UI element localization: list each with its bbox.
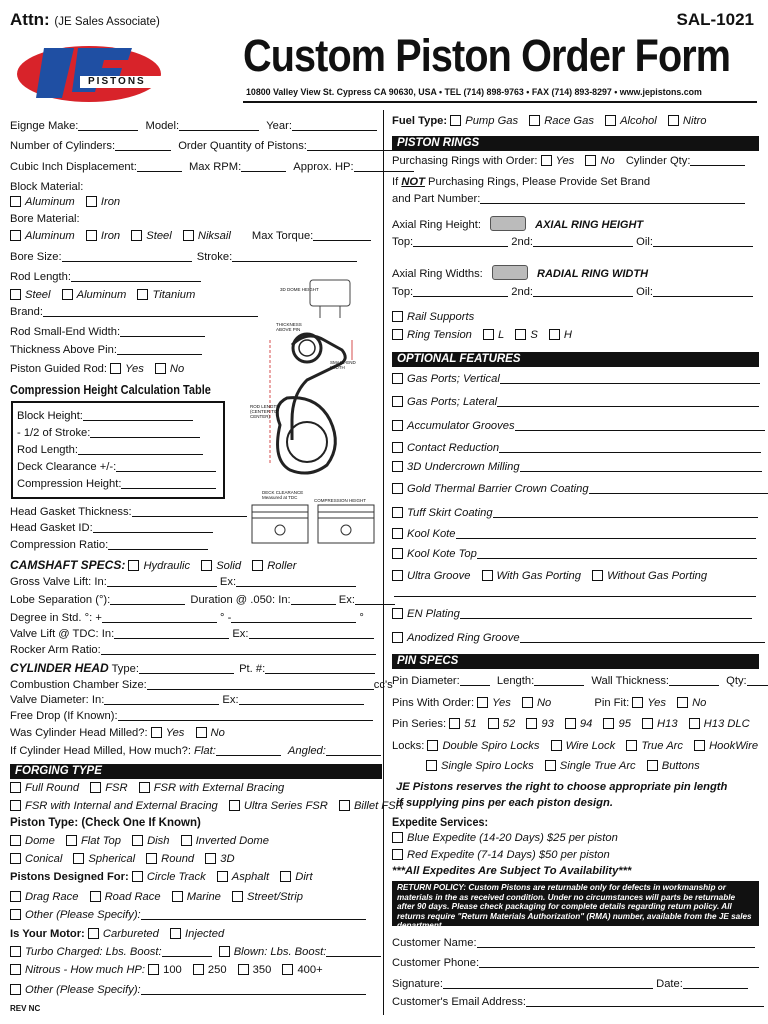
checkbox[interactable] — [86, 230, 97, 241]
checkbox[interactable] — [252, 560, 263, 571]
expedite-note: ***All Expedites Are Subject To Availability*** — [392, 865, 632, 877]
pin-specs-header: PIN SPECS — [392, 654, 759, 669]
anodized-row: Anodized Ring Groove — [392, 632, 765, 644]
return-policy: RETURN POLICY: Custom Pistons are returnable only for defects in workmanship or materials in the as received condition. Under no circumstances will parts be returnable after 90 days. Please check packaging for complete details regarding return policy. All returns require "Return Materials Authorization" (RMA) number, available from the JE sales department. — [392, 881, 759, 926]
checkbox[interactable] — [132, 835, 143, 846]
cylinders-field[interactable] — [115, 140, 171, 151]
connecting-rod-diagram — [232, 270, 382, 545]
forging-row1: Full Round FSR FSR with External Bracing — [10, 782, 284, 794]
checkbox[interactable] — [151, 727, 162, 738]
checkbox[interactable] — [565, 718, 576, 729]
checkbox[interactable] — [66, 835, 77, 846]
expedite-blue-row: Blue Expedite (14-20 Days) $25 per piston — [392, 832, 618, 844]
rod-small-end-field[interactable] — [120, 326, 205, 337]
designed-for-row2: Drag Race Road Race Marine Street/Strip — [10, 891, 303, 903]
valve-lift-in-field[interactable] — [107, 576, 217, 587]
diagram-label: 3D DOME HEIGHT — [280, 287, 319, 292]
checkbox[interactable] — [549, 329, 560, 340]
checkbox[interactable] — [131, 230, 142, 241]
customer-phone-field[interactable] — [479, 957, 759, 968]
radial-top-field[interactable] — [413, 286, 508, 297]
degree-std-row: Degree in Std. °: + ° - ° — [10, 612, 364, 624]
locks-row1: Locks: Double Spiro Locks Wire Lock True Arc HookWire — [392, 740, 759, 752]
feature-note-field[interactable] — [499, 442, 761, 453]
forging-type-header: FORGING TYPE — [10, 764, 382, 779]
checkbox[interactable] — [427, 740, 438, 751]
checkbox[interactable] — [603, 718, 614, 729]
ring-height-icon — [490, 216, 526, 231]
checkbox[interactable] — [183, 230, 194, 241]
feature-item: Tuff Skirt Coating — [392, 507, 758, 519]
thickness-pin-field[interactable] — [117, 344, 202, 355]
checkbox[interactable] — [10, 891, 21, 902]
checkbox[interactable] — [632, 697, 643, 708]
en-plating-field[interactable] — [460, 608, 752, 619]
checkbox[interactable] — [90, 891, 101, 902]
thickness-pin-row: Thickness Above Pin: — [10, 344, 202, 356]
feature-note-field[interactable] — [493, 507, 758, 518]
checkbox[interactable] — [392, 570, 403, 581]
rod-material-options: Steel Aluminum Titanium — [10, 289, 203, 301]
piston-guided-row: Piston Guided Rod: Yes No — [10, 363, 185, 375]
axial-height-values: Top: 2nd: Oil: — [392, 236, 753, 248]
feature-item: Contact Reduction — [392, 442, 761, 454]
rod-length-field[interactable] — [71, 271, 201, 282]
head-gasket-id-row: Head Gasket ID: — [10, 522, 213, 534]
piston-qty-field[interactable] — [307, 140, 392, 151]
head-gasket-thickness-field[interactable] — [132, 506, 247, 517]
checkbox[interactable] — [128, 560, 139, 571]
feature-note-field[interactable] — [515, 420, 765, 431]
ring-width-icon — [492, 265, 528, 280]
comp-row: Compression Height: — [17, 478, 216, 490]
diagram-label: SMALL-END WIDTH — [330, 360, 356, 370]
checkbox[interactable] — [146, 853, 157, 864]
checkbox[interactable] — [280, 871, 291, 882]
max-rpm-field[interactable] — [241, 161, 286, 172]
brand-row: Brand: — [10, 306, 258, 318]
motor-other-field[interactable] — [141, 984, 366, 995]
deck-clearance-field[interactable] — [116, 461, 216, 472]
bore-size-row: Bore Size: Stroke: — [10, 251, 357, 263]
feature-note-field[interactable] — [456, 528, 756, 539]
pin-qty-field[interactable] — [747, 675, 768, 686]
axial-top-field[interactable] — [413, 236, 508, 247]
attn-value: (JE Sales Associate) — [54, 16, 160, 28]
half-stroke-field[interactable] — [90, 427, 200, 438]
checkbox[interactable] — [392, 608, 403, 619]
locks-row2: Single Spiro Locks Single True Arc Buttons — [426, 760, 700, 772]
optional-features-header: OPTIONAL FEATURES — [392, 352, 759, 367]
groove-note-line[interactable] — [394, 596, 756, 597]
checkbox[interactable] — [201, 560, 212, 571]
duration-ex-field[interactable] — [355, 594, 395, 605]
head-gasket-id-field[interactable] — [93, 522, 213, 533]
free-drop-field[interactable] — [118, 710, 373, 721]
signature-field[interactable] — [443, 978, 653, 989]
compression-ratio-field[interactable] — [108, 539, 208, 550]
displacement-field[interactable] — [137, 161, 182, 172]
checkbox[interactable] — [392, 483, 403, 494]
checkbox[interactable] — [477, 697, 488, 708]
checkbox[interactable] — [132, 871, 143, 882]
valve-diameter-ex-field[interactable] — [239, 694, 364, 705]
head-gasket-thickness-row: Head Gasket Thickness: — [10, 506, 247, 518]
checkbox[interactable] — [90, 782, 101, 793]
gross-valve-lift-row: Gross Valve Lift: In: Ex: — [10, 576, 356, 588]
free-drop-row: Free Drop (If Known): — [10, 710, 373, 722]
block-height-field[interactable] — [83, 410, 193, 421]
blown-boost-field[interactable] — [326, 946, 381, 957]
checkbox[interactable] — [392, 461, 403, 472]
valve-diameter-in-field[interactable] — [104, 694, 219, 705]
turbo-row: Turbo Charged: Lbs. Boost: Blown: Lbs. Boost: — [10, 946, 381, 958]
checkbox[interactable] — [282, 964, 293, 975]
brand-part-field[interactable] — [480, 193, 745, 204]
comp-row: Block Height: — [17, 410, 193, 422]
block-material-label: Block Material: — [10, 181, 84, 193]
axial-oil-field[interactable] — [653, 236, 753, 247]
pin-note-1: JE Pistons reserves the right to choose appropriate pin length — [396, 781, 728, 793]
company-address: 10800 Valley View St. Cypress CA 90630, USA • TEL (714) 898-9763 • FAX (714) 893-8297 • www.jepistons.com — [246, 87, 702, 98]
checkbox[interactable] — [73, 853, 84, 864]
axial-height-row: Axial Ring Height: AXIAL RING HEIGHT — [392, 216, 643, 231]
form-title: Custom Piston Order Form — [243, 30, 731, 81]
checkbox[interactable] — [515, 329, 526, 340]
pins-with-order-row: Pins With Order: Yes No Pin Fit: Yes No — [392, 697, 707, 709]
designed-for-other-row: Other (Please Specify): — [10, 909, 366, 921]
compression-ratio-row: Compression Ratio: — [10, 539, 208, 551]
customer-email-field[interactable] — [526, 996, 764, 1007]
checkbox[interactable] — [392, 396, 403, 407]
checkbox[interactable] — [689, 718, 700, 729]
checkbox[interactable] — [488, 718, 499, 729]
checkbox[interactable] — [482, 570, 493, 581]
groove-row: Ultra Groove With Gas Porting Without Gas Porting — [392, 570, 707, 582]
axial-second-field[interactable] — [533, 236, 633, 247]
head-type-field[interactable] — [139, 663, 234, 674]
milled-how-much-row: If Cylinder Head Milled, How much?: Flat: Angled: — [10, 745, 381, 757]
checkbox[interactable] — [647, 760, 658, 771]
bore-material-label: Bore Material: — [10, 213, 80, 225]
checkbox[interactable] — [10, 853, 21, 864]
checkbox[interactable] — [392, 420, 403, 431]
camshaft-row: CAMSHAFT SPECS: Hydraulic Solid Roller — [10, 558, 297, 572]
checkbox[interactable] — [10, 964, 21, 975]
header-rule — [243, 101, 757, 103]
checkbox[interactable] — [545, 760, 556, 771]
checkbox[interactable] — [10, 984, 21, 995]
checkbox[interactable] — [392, 442, 403, 453]
checkbox[interactable] — [170, 928, 181, 939]
duration-in-field[interactable] — [291, 594, 336, 605]
expedite-title: Expedite Services: — [392, 815, 489, 829]
head-part-field[interactable] — [265, 663, 375, 674]
comp-rod-length-field[interactable] — [78, 444, 203, 455]
feature-note-field[interactable] — [497, 396, 759, 407]
checkbox[interactable] — [392, 632, 403, 643]
combustion-chamber-row: Combustion Chamber Size: cc's — [10, 679, 393, 691]
ring-tension-row: Ring Tension L S H — [392, 329, 572, 341]
checkbox[interactable] — [139, 782, 150, 793]
checkbox[interactable] — [205, 853, 216, 864]
comp-row: - 1/2 of Stroke: — [17, 427, 200, 439]
checkbox[interactable] — [219, 946, 230, 957]
checkbox[interactable] — [193, 964, 204, 975]
checkbox[interactable] — [232, 891, 243, 902]
customer-phone-row: Customer Phone: — [392, 957, 759, 969]
turbo-boost-field[interactable] — [162, 946, 212, 957]
piston-type-title: Piston Type: (Check One If Known) — [10, 817, 201, 829]
comp-row: Rod Length: — [17, 444, 203, 456]
fuel-type-row: Fuel Type: Pump Gas Race Gas Alcohol Nitro — [392, 115, 707, 127]
checkbox[interactable] — [392, 311, 403, 322]
bore-material-options: Aluminum Iron Steel Niksail Max Torque: — [10, 230, 371, 242]
feature-item: Accumulator Grooves — [392, 420, 765, 432]
checkbox[interactable] — [449, 718, 460, 729]
checkbox[interactable] — [668, 115, 679, 126]
feature-item: Gas Ports; Lateral — [392, 396, 759, 408]
checkbox[interactable] — [642, 718, 653, 729]
checkbox[interactable] — [677, 697, 688, 708]
column-divider — [383, 110, 384, 1015]
attn-label: Attn: (JE Sales Associate) — [10, 10, 160, 29]
checkbox[interactable] — [585, 155, 596, 166]
pin-diameter-field[interactable] — [460, 675, 490, 686]
signature-row: Signature: Date: — [392, 978, 748, 990]
checkbox[interactable] — [592, 570, 603, 581]
checkbox[interactable] — [229, 800, 240, 811]
en-plating-row: EN Plating — [392, 608, 752, 620]
diagram-label: DECK CLEARANCE Measured at TDC — [262, 490, 304, 500]
checkbox[interactable] — [450, 115, 461, 126]
head-milled-row: Was Cylinder Head Milled?: Yes No — [10, 727, 225, 739]
checkbox[interactable] — [238, 964, 249, 975]
je-pistons-logo — [14, 40, 164, 105]
checkbox[interactable] — [551, 740, 562, 751]
checkbox[interactable] — [605, 115, 616, 126]
feature-note-field[interactable] — [589, 483, 768, 494]
motor-other-row: Other (Please Specify): — [10, 984, 366, 996]
tdc-in-field[interactable] — [114, 628, 229, 639]
checkbox[interactable] — [88, 928, 99, 939]
degree-plus-field[interactable] — [102, 612, 217, 623]
checkbox[interactable] — [10, 196, 21, 207]
checkbox[interactable] — [217, 871, 228, 882]
anodized-field[interactable] — [520, 632, 765, 643]
make-field[interactable] — [78, 120, 138, 131]
engine-row: Eignge Make: Model: Year: — [10, 120, 377, 132]
checkbox[interactable] — [10, 946, 21, 957]
revision-label: REV NC — [10, 1004, 41, 1013]
max-torque-field[interactable] — [313, 230, 371, 241]
diagram-label: THICKNESS ABOVE PIN — [276, 322, 302, 332]
pin-length-field[interactable] — [534, 675, 584, 686]
expedite-red-row: Red Expedite (7-14 Days) $50 per piston — [392, 849, 610, 861]
displacement-row: Cubic Inch Displacement: Max RPM: Approx. HP: — [10, 161, 414, 173]
brand-part-row: and Part Number: — [392, 193, 745, 205]
checkbox[interactable] — [86, 196, 97, 207]
radial-width-values: Top: 2nd: Oil: — [392, 286, 753, 298]
valve-lift-ex-field[interactable] — [236, 576, 356, 587]
checkbox[interactable] — [155, 363, 166, 374]
customer-name-row: Customer Name: — [392, 937, 755, 949]
cylinders-row: Number of Cylinders: Order Quantity of Pistons: — [10, 140, 392, 152]
checkbox[interactable] — [196, 727, 207, 738]
radial-second-field[interactable] — [533, 286, 633, 297]
radial-oil-field[interactable] — [653, 286, 753, 297]
cylinder-head-row: CYLINDER HEAD Type: Pt. #: — [10, 661, 375, 675]
rocker-arm-field[interactable] — [101, 644, 376, 655]
combustion-chamber-field[interactable] — [147, 679, 374, 690]
logo-subtitle: PISTONS — [88, 76, 146, 87]
checkbox[interactable] — [110, 363, 121, 374]
date-field[interactable] — [683, 978, 748, 989]
lobe-separation-row: Lobe Separation (°): Duration @ .050: In: Ex: — [10, 594, 395, 606]
checkbox[interactable] — [392, 548, 403, 559]
feature-note-field[interactable] — [500, 373, 760, 384]
designed-for-row1: Pistons Designed For: Circle Track Asphalt Dirt — [10, 871, 313, 883]
pin-note-2: if supplying pins per each piston design. — [396, 797, 613, 809]
valve-lift-tdc-row: Valve Lift @ TDC: In: Ex: — [10, 628, 374, 640]
angled-field[interactable] — [326, 745, 381, 756]
stroke-field[interactable] — [232, 251, 357, 262]
checkbox[interactable] — [426, 760, 437, 771]
forging-row2: FSR with Internal and External Bracing Ultra Series FSR Billet FSR — [10, 800, 404, 812]
piston-rings-header: PISTON RINGS — [392, 136, 759, 151]
feature-note-field[interactable] — [520, 461, 762, 472]
lobe-separation-field[interactable] — [110, 594, 185, 605]
checkbox[interactable] — [172, 891, 183, 902]
rod-small-end-row: Rod Small-End Width: — [10, 326, 205, 338]
tdc-ex-field[interactable] — [249, 628, 374, 639]
checkbox[interactable] — [392, 832, 403, 843]
diagram-label: COMPRESSION HEIGHT — [314, 498, 367, 503]
brand-field[interactable] — [43, 306, 258, 317]
rocker-arm-row: Rocker Arm Ratio: — [10, 644, 376, 656]
checkbox[interactable] — [694, 740, 705, 751]
checkbox[interactable] — [148, 964, 159, 975]
checkbox[interactable] — [392, 373, 403, 384]
valve-diameter-row: Valve Diameter: In: Ex: — [10, 694, 364, 706]
feature-item: Kool Kote Top — [392, 548, 757, 560]
form-id: SAL-1021 — [676, 10, 754, 29]
flat-field[interactable] — [216, 745, 281, 756]
checkbox[interactable] — [62, 289, 73, 300]
feature-item: Gas Ports; Vertical — [392, 373, 760, 385]
checkbox[interactable] — [392, 507, 403, 518]
checkbox[interactable] — [526, 718, 537, 729]
block-material-options: Aluminum Iron — [10, 196, 128, 208]
feature-item: Gold Thermal Barrier Crown Coating — [392, 483, 768, 495]
motor-row: Is Your Motor: Carbureted Injected — [10, 928, 225, 940]
model-field[interactable] — [179, 120, 259, 131]
piston-type-row2: Conical Spherical Round 3D — [10, 853, 235, 865]
checkbox[interactable] — [10, 909, 21, 920]
compression-table-title: Compression Height Calculation Table — [10, 383, 211, 397]
degree-minus-field[interactable] — [231, 612, 356, 623]
email-row: Customer's Email Address: — [392, 996, 764, 1008]
bore-size-field[interactable] — [62, 251, 192, 262]
feature-note-field[interactable] — [477, 548, 757, 559]
checkbox[interactable] — [541, 155, 552, 166]
checkbox[interactable] — [392, 528, 403, 539]
checkbox[interactable] — [339, 800, 350, 811]
not-purchasing-line: If NOT Purchasing Rings, Please Provide Set Brand — [392, 176, 651, 188]
feature-item: 3D Undercrown Milling — [392, 461, 762, 473]
year-field[interactable] — [292, 120, 377, 131]
nitrous-row: Nitrous - How much HP: 100 250 350 400+ — [10, 964, 323, 976]
checkbox[interactable] — [10, 289, 21, 300]
checkbox[interactable] — [483, 329, 494, 340]
checkbox[interactable] — [137, 289, 148, 300]
feature-item: Kool Kote — [392, 528, 756, 540]
cylinder-qty-field[interactable] — [690, 155, 745, 166]
checkbox[interactable] — [392, 329, 403, 340]
rail-supports-row: Rail Supports — [392, 311, 474, 323]
diagram-label: ROD LENGTH (CENTER TO CENTER) — [250, 404, 280, 419]
wall-thickness-field[interactable] — [669, 675, 719, 686]
checkbox[interactable] — [10, 835, 21, 846]
customer-name-field[interactable] — [477, 937, 755, 948]
checkbox[interactable] — [10, 800, 21, 811]
checkbox[interactable] — [529, 115, 540, 126]
axial-widths-row: Axial Ring Widths: RADIAL RING WIDTH — [392, 265, 648, 280]
checkbox[interactable] — [10, 782, 21, 793]
checkbox[interactable] — [392, 849, 403, 860]
checkbox[interactable] — [10, 230, 21, 241]
piston-type-row1: Dome Flat Top Dish Inverted Dome — [10, 835, 269, 847]
pin-diameter-row: Pin Diameter: Length: Wall Thickness: Qty: — [392, 675, 768, 687]
compression-height-field[interactable] — [121, 478, 216, 489]
pin-series-row: Pin Series: 51 52 93 94 95 H13 H13 DLC — [392, 718, 750, 730]
checkbox[interactable] — [626, 740, 637, 751]
designed-other-field[interactable] — [141, 909, 366, 920]
checkbox[interactable] — [181, 835, 192, 846]
comp-row: Deck Clearance +/-: — [17, 461, 216, 473]
checkbox[interactable] — [522, 697, 533, 708]
purchasing-rings-row: Purchasing Rings with Order: Yes No Cylinder Qty: — [392, 155, 745, 167]
rod-length-row: Rod Length: — [10, 271, 201, 283]
